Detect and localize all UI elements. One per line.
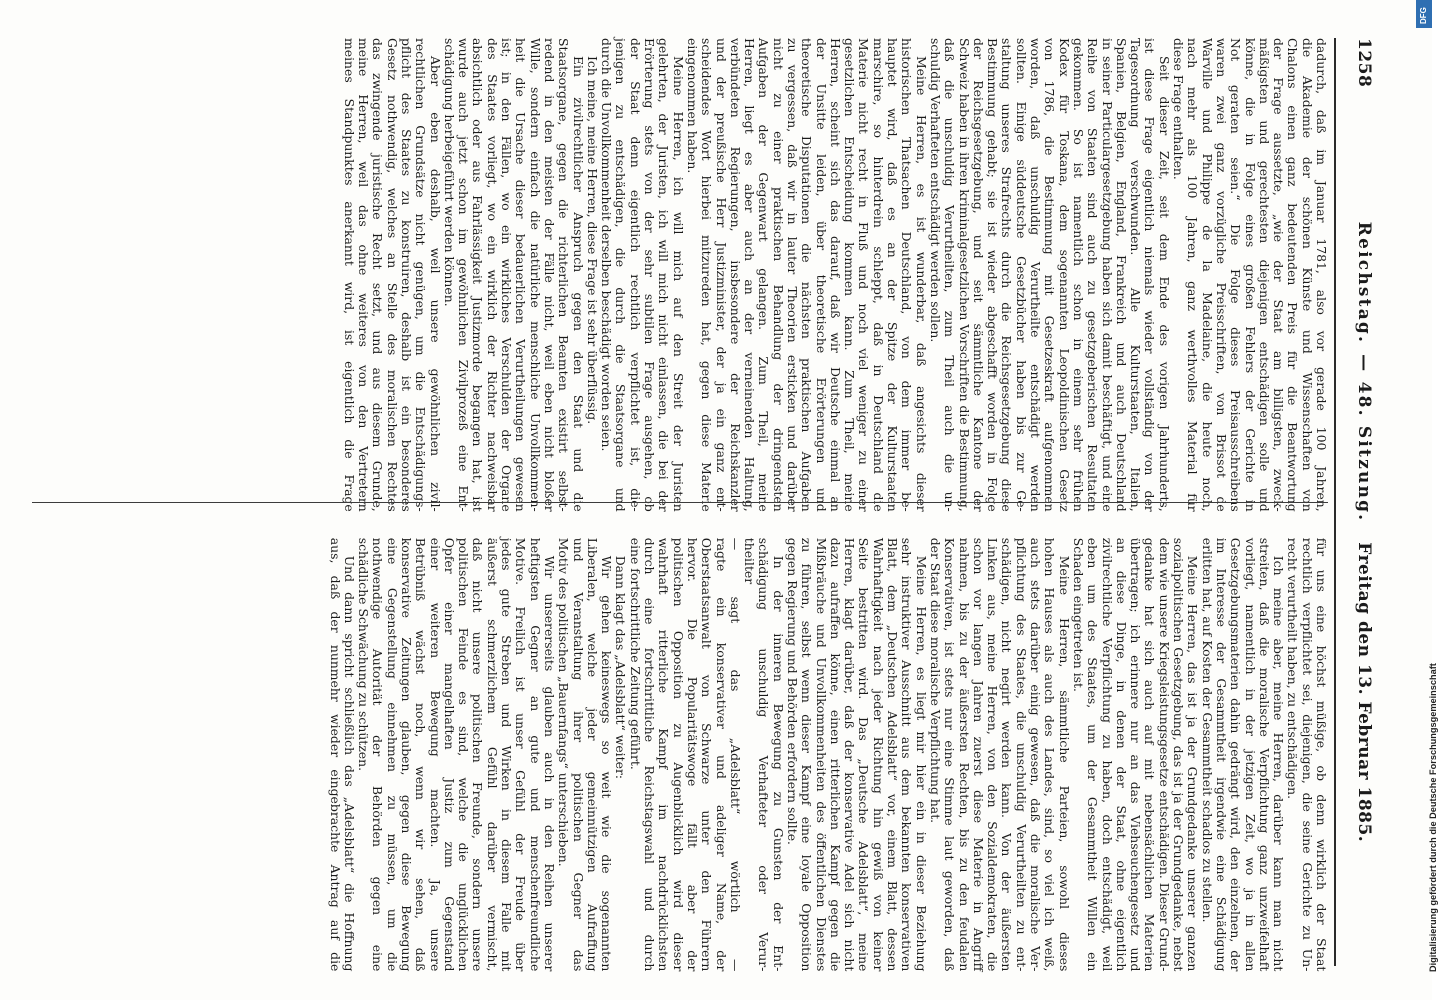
text-line: Bestimmung gehabt; sie ist wieder abgeschafft worden in Folge — [985, 38, 1001, 512]
text-line: ragte ein konservativer und adeliger Name, der — [713, 537, 729, 972]
text-line: schädliche Schwächung zu schützen. — [356, 537, 372, 772]
text-line: mäßigsten und gerechtesten diejenigen entschädigen solle und — [1256, 38, 1272, 512]
text-line: Wille, sondern einfach die natürliche menschliche Unvollkommen- — [527, 38, 543, 512]
text-line: der Staat diese moralische Verpflichtung hat. — [927, 537, 943, 824]
header-date: Freitag den 13. Februar 1885. — [1354, 542, 1374, 843]
text-line: Meine Herren, es liegt mir hier ein in dieser Beziehung — [913, 555, 929, 972]
text-line: Herren, scheint sich das darauf, daß wir Deutsche einmal an — [827, 38, 843, 512]
text-line: meines Standpunktes anerkannt wird, ist eigentlich die Frage — [341, 38, 357, 512]
text-line: Wir gehen keineswegs so weit wie die sogenannten — [599, 555, 615, 972]
text-line: Wahrhaftigkeit nach jeder Richtung hin gewiß von keiner — [870, 537, 886, 972]
text-line: Dann klagt das „Adelsblatt“ weiter: — [613, 555, 629, 780]
text-line: sozialpolitischen Gesetzgebung, das ist ja der Grundgedanke, nebst — [1171, 537, 1187, 972]
text-line: auch stets darüber einig gewesen, daß die moralische Ver- — [1028, 537, 1044, 972]
text-line: Ich meine aber, meine Herren, darüber kann man nicht — [1271, 555, 1287, 972]
text-line: der Unsitte leiden, über theoretische Erörterungen und — [813, 38, 829, 512]
text-line: Warville und Philippe de la Madelaine, die heute noch, — [1199, 38, 1215, 512]
text-line: Reihe von Staaten sind auch zu gesetzgeberischen Resultaten — [1085, 38, 1101, 512]
text-line: Meine Herren, sämmtliche Parteien, sowohl dieses — [1056, 555, 1072, 972]
text-line: Liberalen, welche jeder gemeinnützigen Aufraffung — [584, 537, 600, 972]
text-line: nicht zu einer praktischen Behandlung der dringendsten — [770, 38, 786, 512]
text-line: Mißbräuche und Unvollkommenheiten des öffentlichen Dienstes — [813, 537, 829, 972]
text-line: Wir unsererseits glauben auch in den Reihen unserer — [541, 555, 557, 972]
text-line: der Staat denn eigentlich rechtlich verpflichtet ist, die- — [627, 38, 643, 512]
dfg-logo-icon: DFG — [1416, 0, 1432, 28]
text-line: der Frage aussetzte, „wie der Staat am billigsten, zweck- — [1271, 38, 1287, 512]
text-line: Konservativen, ist stets nur eine Stimme laut geworden, daß — [942, 537, 958, 972]
text-line: Oberstaatsanwalt von Schwarze unter den Führern — [699, 537, 715, 972]
page-number: 1258 — [1354, 38, 1374, 88]
text-line: und der preußische Herr Justizminister, der ja ein ganz ent- — [713, 38, 729, 512]
text-line: nach mehr als 100 Jahren, ganz werthvolles Material für — [1185, 38, 1201, 512]
text-line: Herren, klagt darüber, daß der konservative Adel sich nicht — [842, 537, 858, 972]
text-line: — sagt das „Adelsblatt“ wörtlich — — [727, 537, 743, 972]
text-line: waren zwei ganz vorzügliche Preisschriften, von Brissot de — [1213, 38, 1229, 512]
text-line: schon vor langen Jahren zuerst diese Materie in Angriff — [970, 537, 986, 972]
digitization-credit — [1416, 14, 1438, 986]
text-line: durch eine fortschrittliche Reichstagswahl und durch — [642, 537, 658, 972]
column-divider — [32, 502, 1328, 503]
text-line: Gesetzgebungsmaterien dahin gedrängt wird, den einzelnen, der — [1228, 537, 1244, 972]
column-left — [32, 38, 1328, 512]
text-line: Ein zivilrechtlicher Anspruch gegen den Staat und die — [570, 56, 586, 512]
text-line: hohen Hauses als auch des Landes, sind, so viel ich weiß, — [1042, 537, 1058, 972]
text-line: zu führen, selbst wenn dieser Kampf eine loyale Opposition — [799, 537, 815, 972]
text-line: in seiner Particulargesetzgebung haben sich damit beschäftigt, und eine — [1099, 38, 1115, 512]
text-line: scheidendes Wort hierbei mitzureden hat, gegen diese Materie — [699, 38, 715, 512]
text-line: streiten, daß die moralische Verpflichtung ganz unzweifelhaft — [1256, 537, 1272, 972]
text-line: schädigung herbeigeführt werden können. — [441, 38, 457, 307]
text-line: schädigen, nicht negirt werden kann. Von der äußersten — [999, 537, 1015, 972]
header-title: Reichstag.—48. Sitzung.Freitag den 13. Februar 1885. — [1354, 221, 1374, 843]
text-line: gesetzlichen Entscheidung kommen kann. Zum Theil, meine — [842, 38, 858, 512]
text-line: recht verurtheilt haben, zu entschädigen. — [1285, 537, 1301, 800]
text-line: schuldig Verhafteten entschädigt werden sollen. — [927, 38, 943, 343]
text-line: könne, die in Folge eines großen Fehlers der Gerichte in — [1242, 38, 1258, 512]
text-line: daß die unschuldig Verurtheilten, zum Theil auch die un- — [942, 38, 958, 512]
text-line: In der inneren Bewegung zu Gunsten der Ent- — [770, 555, 786, 972]
text-line: Betrübniß wächst noch, wenn wir sehen, daß — [413, 537, 429, 972]
text-line: rechtlichen Grundsätze nicht genügen, um die Entschädigungs- — [413, 38, 429, 512]
text-line: des Staates vorliegt, wo ein wirklich der Richter nachweisbar — [484, 38, 500, 512]
text-line: absichtlich oder aus Fahrlässigkeit Justizmorde begangen hat, ist — [470, 38, 486, 512]
text-line: marschire, so hinterdrein schleppt, daß in Deutschland die — [870, 38, 886, 512]
text-line: die Akademie der schönen Künste und Wissenschaften von — [1299, 38, 1315, 512]
header-session: 48. Sitzung. — [1354, 381, 1374, 523]
text-line: konservative Zeitungen glauben, gegen diese Bewegung — [399, 537, 414, 972]
text-line: Motive. Freilich ist unser Gefühl der Freude über — [513, 537, 529, 972]
text-line: wurde auch jetzt schon im gewöhnlichen Zivilprozeß eine Ent- — [456, 38, 472, 512]
header-reichstag: Reichstag. — [1354, 221, 1374, 345]
text-line: gegen Regierung und Behörden erfordern sollte. — [785, 537, 801, 845]
text-line: jenigen zu entschädigen, die durch die Staatsorgane und — [613, 38, 629, 512]
text-line: historischen Thatsachen Deutschland, von dem immer be- — [899, 38, 915, 512]
text-line: sehr instruktiver Ausschnitt aus dem bekannten konservativen — [899, 537, 915, 972]
text-line: ist diese Frage eigentlich niemals wieder vollständig von der — [1142, 38, 1158, 512]
text-line: nothwendige Autorität der Behörden gegen eine — [370, 537, 386, 972]
text-line: sollten. Einige süddeutsche Gesetzbücher haben bis zur Ge- — [1013, 38, 1029, 512]
header-rule — [1334, 38, 1336, 966]
text-line: Und dann spricht schließlich das „Adelsblatt“ die Hoffnung — [341, 555, 357, 972]
text-line: meine Herren, weil das ohne weiteres von den Vertretern — [356, 38, 372, 512]
text-line: dazu aufraffen könne, einen ritterlichen Kampf gegen die — [827, 537, 843, 972]
text-line: Tagesordnung verschwunden. Alle Kulturstaaten, Italien, — [1128, 38, 1144, 512]
text-line: Gesetz nothwendig, welches an Stelle des moralischen Rechtes — [384, 38, 400, 512]
text-line: verbündeten Regierungen, insbesondere der Reichskanzler — [727, 38, 743, 512]
text-line: Ich meine, meine Herren, diese Frage ist sehr überflüssig. — [584, 56, 600, 425]
text-line: Motiv des politischen „Bauernfangs“ unterschieben. — [556, 537, 572, 867]
text-line: rechtlich verpflichtet sei, diejenigen, die seine Gerichte zu Un- — [1299, 537, 1315, 972]
text-line: jedes gute Streben und Wirken in diesem Falle mit — [499, 537, 515, 972]
text-line: eingenommen haben. — [684, 38, 700, 174]
text-line: Schaden eingetreten ist. — [1070, 537, 1086, 692]
text-line: daß nicht unsere politischen Freunde, sondern unsere — [470, 537, 486, 972]
text-line: durch die Unvollkommenheit derselben beschädigt worden seien. — [599, 38, 615, 452]
text-line: Seite bestritten wird. Das „Deutsche Adelsblatt“, meine — [856, 537, 872, 972]
text-line: zu vergessen, daß wir in lauter Theorien ersticken und darüber — [785, 38, 801, 512]
text-line: heftigsten Gegner an gute und menschenfreundliche — [527, 537, 543, 972]
text-line: Seit dieser Zeit, seit dem Ende des vorigen Jahrhunderts, — [1156, 56, 1172, 512]
text-line: im Interesse der Gesammtheit irgendwie eine Schädigung — [1213, 537, 1229, 972]
text-line: staltung unseres Strafrechts durch die Reichsgesetzgebung diese — [999, 38, 1015, 512]
text-line: Staatsorgane, gegen die richterlichen Beamten existirt selbst- — [556, 38, 572, 512]
text-line: Meine Herren, das ist ja der Grundgedanke unserer ganzen — [1185, 555, 1201, 972]
text-line: dadurch, daß im Januar 1781, also vor gerade 100 Jahren, — [1314, 38, 1329, 512]
text-line: gekommen. So ist namentlich schon in einem sehr frühen — [1070, 38, 1086, 512]
text-line: Kodex für Toskana, dem sogenannten Leopoldinischen Gesetz — [1056, 38, 1072, 512]
text-line: Blatt, dem „Deutschen Adelsblatt“ vor, einem Blatt, dessen — [885, 537, 901, 972]
column-right — [32, 538, 1328, 972]
text-line: hervor. Die Popularitätswoge fällt aber der — [684, 537, 700, 972]
text-line: heit die Ursache dieser bedauerlichen Verurtheilungen gewesen — [513, 38, 529, 512]
text-line: das zwingende juristische Recht setzt, und aus diesem Grunde, — [370, 38, 386, 512]
text-line: ist; in den Fällen, wo ein wirkliches Verschulden der Organe — [499, 38, 515, 512]
text-line: einer weiteren Bewegung machten. Ja, unsere — [427, 537, 443, 972]
text-line: pflichtung des Staates, die unschuldig Verurtheilten zu ent- — [1013, 537, 1029, 972]
text-line: zivilrechtliche Verpflichtung zu haben, doch entschädigt, weil — [1099, 537, 1115, 972]
text-line: vorliegt, namentlich in der jetzigen Zeit, wo ja in allen — [1242, 537, 1258, 972]
text-line: pflicht des Staates zu konstruiren, deshalb ist ein besonderes — [399, 38, 414, 512]
text-line: der Reichsgesetzgebung, und seit sämmtliche Kantone der — [970, 38, 986, 512]
text-line: dem wie unsere Kriegsleistungsgesetze entschädigen. Dieser Grund- — [1156, 537, 1172, 972]
text-line: Meine Herren, es ist wunderbar, daß angesichts dieser — [913, 56, 929, 512]
text-line: politischen Opposition zu Augenblicklich wird dieser — [670, 537, 686, 972]
text-line: redend in den meisten der Fälle nicht, weil eben nicht bloßer — [541, 38, 557, 512]
text-line: diese Frage enthalten. — [1171, 38, 1187, 180]
text-line: Spanien, Belgien, England, Frankreich und auch Deutschland — [1113, 38, 1129, 512]
text-line: hauptet wird, daß es an der Spitze der Kulturstaaten — [885, 38, 901, 512]
text-line: an diese Dinge, in denen der Staat, ohne eigentlich — [1113, 537, 1129, 972]
text-line: Opfer einer mangelhaften Justiz zum Gegenstand — [441, 537, 457, 972]
text-line: äußerst schmerzlichem Gefühl darüber vermischt, — [484, 537, 500, 972]
text-line: politischen Feinde es sind, welche die unglücklichen — [456, 537, 472, 972]
text-line: Linken aus, meine Herren, von den Sozialdemokraten, die — [985, 537, 1001, 972]
credit-text: Digitalisierung gefördert durch die Deutsche Forschungsgemeinschaft — [1428, 663, 1438, 972]
text-line: übertragen; ich erinnere nur an das Viehseuchengesetz und — [1128, 537, 1144, 972]
text-line: Meine Herren, ich will mich auf den Streit der Juristen — [670, 56, 686, 512]
text-line: nahmen, bis zu der äußersten Rechten, bis zu den feudalen — [956, 537, 972, 972]
text-line: theoretische Disputationen die nächsten praktischen Aufgaben — [799, 38, 815, 512]
text-line: schädigung unschuldig Verhafteter oder Verur- — [756, 537, 772, 972]
text-line: für uns eine höchst müßige, ob denn wirklich der Staat — [1314, 537, 1329, 972]
text-line: aus, daß der nunmehr wieder eingebrachte Antrag auf die — [327, 537, 343, 972]
text-line: theilter — [742, 537, 758, 585]
text-line: Aber eben deshalb, weil unsere gewöhnlichen zivil- — [427, 56, 443, 512]
text-line: von 1786, die Bestimmung mit Gesetzeskraft aufgenommen — [1042, 38, 1058, 512]
text-line: eben um des Staates, um der Gesammtheit Willen ein — [1085, 537, 1101, 972]
text-line: Herren, liegt es aber auch an der verneinenden Haltung, — [742, 38, 758, 512]
text-line: Aufgaben der Gegenwart gelangen. Zum Theil, meine — [756, 38, 772, 512]
text-line: worden, daß unschuldig Verurtheilte entschädigt werden — [1028, 38, 1044, 512]
text-line: Materie nicht recht in Fluß und noch viel weniger zu einer — [856, 38, 872, 512]
text-line: Not geraten seien.“ Die Folge dieses Preisausschreibens — [1228, 38, 1244, 512]
text-line: eine fortschrittliche Zeitung geführt. — [627, 537, 643, 770]
page-header — [1336, 38, 1374, 966]
text-line: Chalons einen ganz bedeutenden Preis für die Beantwortung — [1285, 38, 1301, 512]
text-line: Schweiz haben in ihren kriminalgesetzlichen Vorschriften die Bestimmung, — [956, 38, 972, 512]
text-line: gelehrten, der Juristen, ich will mich nicht einlassen, die bei der — [656, 38, 672, 512]
text-line: und Veranstaltung ihrer politischen Gegner das — [570, 537, 586, 972]
text-line: gedanke hat sich auch auf mit nebensächlichen Materien — [1142, 537, 1158, 972]
text-line: erlitten hat, auf Kosten der Gesammtheit schadlos zu stellen. — [1199, 537, 1215, 923]
text-line: wahrhaft ritterliche Kampf im nachdrücklichsten — [656, 537, 672, 972]
text-line: eine Gegenstellung einnehmen zu müssen, um die — [384, 537, 400, 972]
text-columns — [32, 38, 1329, 972]
text-line: Erörterung stets von der sehr subtilen Frage ausgehen, ob — [642, 38, 658, 512]
